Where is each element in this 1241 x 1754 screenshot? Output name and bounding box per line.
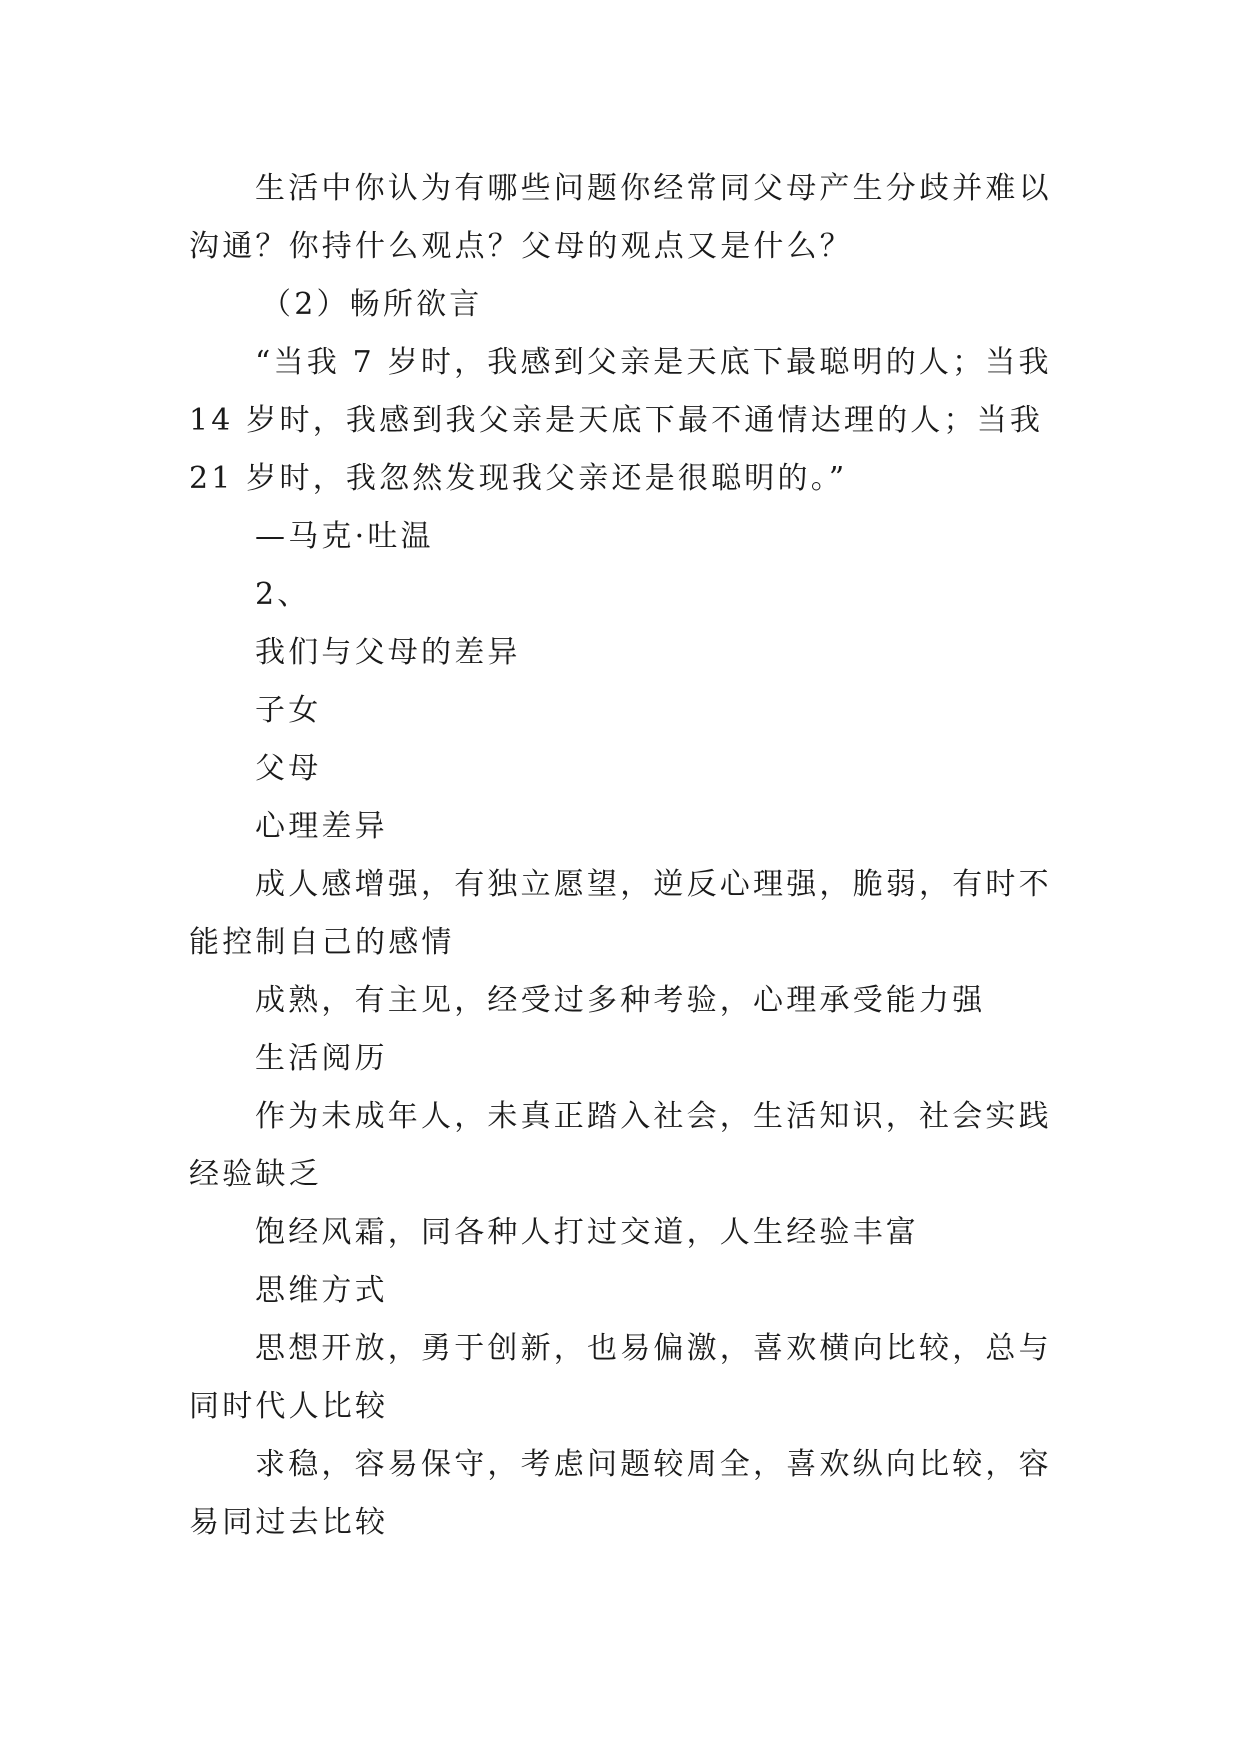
document-body (189, 160, 1055, 1552)
paragraph-quote: “当我 7 岁时，我感到父亲是天底下最聪明的人；当我 14 岁时，我感到我父亲是天底下最不通情达理的人；当我 21 岁时，我忽然发现我父亲还是很聪明的。” (189, 345, 1052, 496)
paragraph-label-children: 子女 (255, 693, 322, 728)
paragraph-heading-experience: 生活阅历 (255, 1041, 388, 1076)
paragraph-question: 生活中你认为有哪些问题你经常同父母产生分歧并难以沟通？你持什么观点？父母的观点又是什么？ (189, 171, 1052, 264)
paragraph-quote-attribution: —马克·吐温 (255, 519, 434, 554)
paragraph-section-heading: （2）畅所欲言 (261, 287, 483, 322)
paragraph-heading-psychology: 心理差异 (255, 809, 388, 844)
paragraph-differences-title: 我们与父母的差异 (255, 635, 521, 670)
paragraph-thinking-parents: 求稳，容易保守，考虑问题较周全，喜欢纵向比较，容易同过去比较 (189, 1447, 1052, 1540)
paragraph-thinking-children: 思想开放，勇于创新，也易偏激，喜欢横向比较，总与同时代人比较 (189, 1331, 1052, 1424)
paragraph-experience-parents: 饱经风霜，同各种人打过交道，人生经验丰富 (255, 1215, 919, 1250)
paragraph-label-parents: 父母 (255, 751, 322, 786)
paragraph-heading-thinking: 思维方式 (255, 1273, 388, 1308)
paragraph-section-number: 2、 (255, 577, 311, 612)
paragraph-psychology-parents: 成熟，有主见，经受过多种考验，心理承受能力强 (255, 983, 986, 1018)
paragraph-experience-children: 作为未成年人，未真正踏入社会，生活知识，社会实践经验缺乏 (189, 1099, 1052, 1192)
paragraph-psychology-children: 成人感增强，有独立愿望，逆反心理强，脆弱，有时不能控制自己的感情 (189, 867, 1052, 960)
